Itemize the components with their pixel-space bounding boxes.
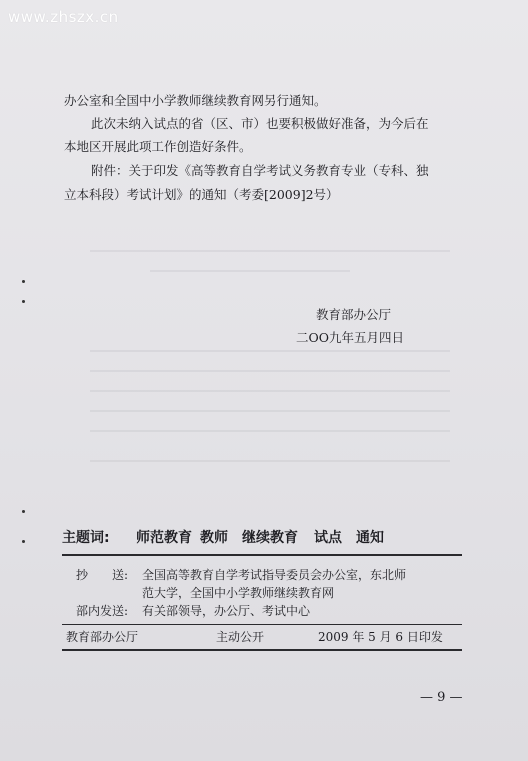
subject-term: 继续教育 [242, 530, 298, 546]
body-line: 办公室和全国中小学教师继续教育网另行通知。 [64, 93, 327, 108]
bleed-through-mark [90, 250, 450, 252]
subject-term: 教师 [200, 530, 228, 546]
subject-term: 试点 [314, 530, 342, 546]
bleed-through-mark [90, 390, 450, 392]
divider [62, 649, 462, 651]
footer-disclosure: 主动公开 [216, 630, 265, 644]
page-number: — 9 — [420, 690, 463, 705]
bleed-through-mark [90, 350, 450, 352]
divider [62, 624, 462, 625]
watermark: www.zhszx.cn [8, 8, 119, 26]
bleed-through-mark [150, 270, 350, 272]
divider [62, 554, 462, 556]
issuer-name: 教育部办公厅 [316, 307, 392, 322]
bleed-through-mark [90, 370, 450, 372]
footer-office: 教育部办公厅 [66, 630, 139, 644]
footer-print-date: 2009 年 5 月 6 日印发 [318, 630, 443, 644]
binding-hole [22, 300, 25, 303]
binding-hole [22, 540, 25, 543]
subject-terms-label: 主题词: [62, 530, 110, 546]
issue-date: 二OO九年五月四日 [296, 330, 404, 345]
internal-label: 部内发送: [76, 604, 129, 618]
attachment-line: 立本科段）考试计划》的通知（考委[2009]2号） [64, 187, 339, 202]
body-line: 本地区开展此项工作创造好条件。 [64, 139, 252, 154]
body-line: 此次未纳入试点的省（区、市）也要积极做好准备，为今后在 [91, 116, 429, 131]
bleed-through-mark [90, 410, 450, 412]
subject-term: 通知 [356, 530, 384, 546]
cc-recipients: 全国高等教育自学考试指导委员会办公室，东北师 [142, 568, 407, 582]
binding-hole [22, 280, 25, 283]
bleed-through-mark [90, 460, 450, 462]
subject-term: 师范教育 [136, 530, 192, 546]
binding-hole [22, 510, 25, 513]
cc-label: 抄 送: [76, 568, 129, 582]
bleed-through-mark [90, 430, 450, 432]
cc-recipients: 范大学，全国中小学教师继续教育网 [142, 586, 335, 600]
attachment-line: 附件：关于印发《高等教育自学考试义务教育专业（专科、独 [91, 163, 429, 178]
internal-recipients: 有关部领导，办公厅、考试中心 [142, 604, 311, 618]
